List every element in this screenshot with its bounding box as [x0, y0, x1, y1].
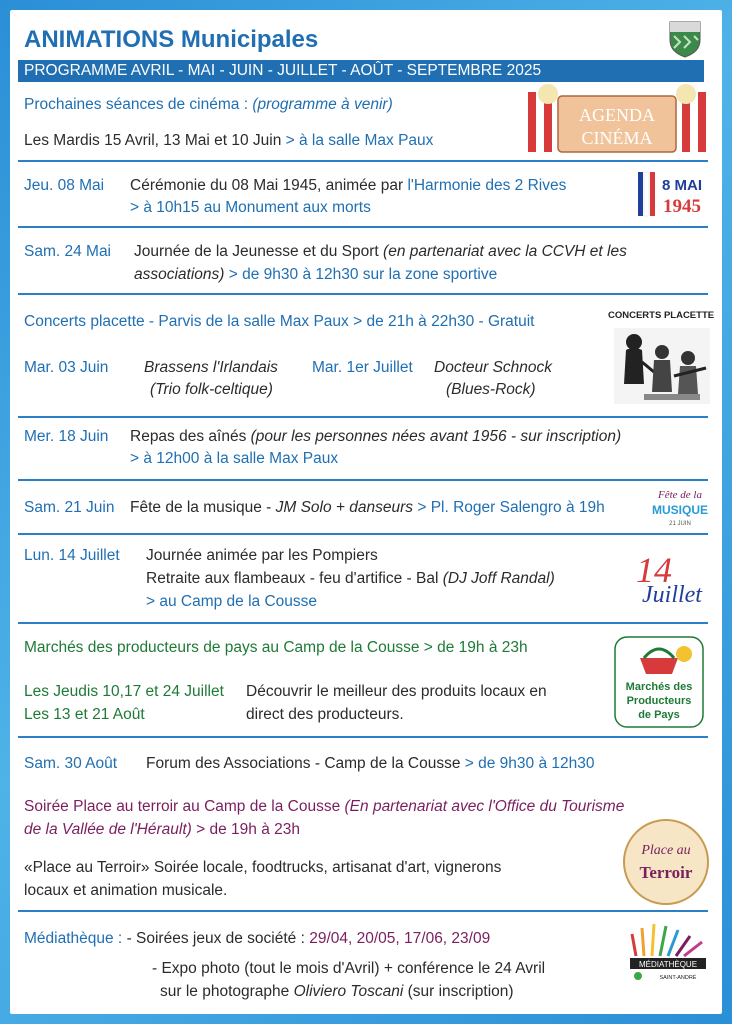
terroir-desc-2: locaux et animation musicale.: [24, 882, 228, 899]
14-juillet-logo-word: Juillet: [642, 582, 702, 608]
terroir-logo-line2: Terroir: [639, 863, 693, 882]
markets-heading: Marchés des producteurs de pays au Camp de la Cousse > de 19h à 23h: [24, 639, 528, 656]
may8-date: Jeu. 08 Mai: [24, 177, 105, 194]
terroir-desc-1: «Place au Terroir» Soirée locale, foodtrucks, artisanat d'art, vignerons: [24, 859, 502, 876]
fete-logo-line3: 21 JUIN: [669, 521, 691, 527]
markets-dates-1: Les Jeudis 10,17 et 24 Juillet: [24, 683, 224, 700]
divider: [18, 293, 708, 295]
divider: [18, 479, 708, 481]
14-juillet-logo: [624, 546, 710, 612]
8-mai-logo-line1: 8 MAI: [661, 177, 703, 194]
marches-logo-line1: Marchés des: [625, 681, 693, 693]
may8-where: > à 10h15 au Monument aux morts: [130, 199, 371, 216]
aug30-text: Forum des Associations - Camp de la Cousse > de 9h30 à 12h30: [146, 755, 595, 772]
town-crest-icon: [668, 20, 702, 58]
markets-dates-2: Les 13 et 21 Août: [24, 706, 145, 723]
concerts-heading: Concerts placette - Parvis de la salle Max Paux > de 21h à 22h30 - Gratuit: [24, 313, 535, 330]
july14-where: > au Camp de la Cousse: [146, 593, 318, 610]
june18-where: > à 12h00 à la salle Max Paux: [130, 450, 339, 467]
cinema-dates: Les Mardis 15 Avril, 13 Mai et 10 Juin > à la salle Max Paux: [24, 132, 434, 149]
divider: [18, 910, 708, 912]
may24-date: Sam. 24 Mai: [24, 243, 112, 260]
8-mai-1945-logo: [638, 170, 710, 218]
agenda-logo-line1: AGENDA: [579, 105, 655, 125]
marches-logo-line3: de Pays: [638, 709, 680, 721]
concert-1-genre: (Trio folk-celtique): [150, 381, 273, 398]
media-line-2: - Expo photo (tout le mois d'Avril) + conférence le 24 Avril: [152, 960, 546, 977]
agenda-logo-line2: CINÉMA: [581, 128, 653, 148]
divider: [18, 622, 708, 624]
concert-1-date: Mar. 03 Juin: [24, 359, 109, 376]
marches-producteurs-logo: [614, 636, 704, 728]
media-logo-line1: MÉDIATHÈQUE: [638, 960, 698, 969]
terroir-note: de la Vallée de l'Hérault) > de 19h à 23h: [24, 821, 301, 838]
concert-1-artist: Brassens l'Irlandais: [144, 359, 278, 376]
divider: [18, 533, 708, 535]
concert-2-date: Mar. 1er Juillet: [312, 359, 413, 376]
markets-desc-2: direct des producteurs.: [246, 706, 404, 723]
media-line-1: Médiathèque : - Soirées jeux de société : 29/04, 20/05, 17/06, 23/09: [24, 930, 491, 947]
divider: [18, 226, 708, 228]
july14-line1: Journée animée par les Pompiers: [146, 547, 378, 564]
june18-text: Repas des aînés (pour les personnes nées avant 1956 - sur inscription): [130, 428, 622, 445]
page-title: ANIMATIONS Municipales: [24, 26, 319, 53]
media-logo-line2: SAINT-ANDRÉ: [659, 975, 697, 981]
concert-2-genre: (Blues-Rock): [446, 381, 536, 398]
concert-band-icon: [614, 328, 710, 404]
14-juillet-logo-num: 14: [636, 550, 672, 590]
june21-date: Sam. 21 Juin: [24, 499, 115, 516]
mediatheque-logo: [626, 920, 710, 982]
fete-logo-line2: MUSIQUE: [651, 503, 709, 517]
media-line-3: sur le photographe Oliviero Toscani (sur inscription): [160, 983, 514, 1000]
fete-logo-line1: Fête de la: [658, 489, 702, 501]
terroir-heading: Soirée Place au terroir au Camp de la Cousse (En partenariat avec l'Office du Tourisme: [24, 798, 625, 815]
8-mai-logo-line2: 1945: [663, 196, 701, 217]
july14-date: Lun. 14 Juillet: [24, 547, 120, 564]
agenda-cinema-logo: [528, 84, 706, 160]
cinema-heading: Prochaines séances de cinéma : (programme à venir): [24, 96, 393, 113]
fete-de-la-musique-logo: [650, 484, 710, 528]
may8-text: Cérémonie du 08 Mai 1945, animée par l'Harmonie des 2 Rives: [130, 177, 567, 194]
marches-logo-line2: Producteurs: [626, 695, 692, 707]
concert-2-artist: Docteur Schnock: [434, 359, 553, 376]
june21-text: Fête de la musique - JM Solo + danseurs > Pl. Roger Salengro à 19h: [130, 499, 605, 516]
programme-banner: PROGRAMME AVRIL - MAI - JUIN - JUILLET - AOÛT - SEPTEMBRE 2025: [18, 60, 704, 82]
concerts-logo-label: CONCERTS PLACETTE: [608, 310, 715, 321]
terroir-logo-line1: Place au: [641, 843, 691, 858]
place-au-terroir-logo: [622, 818, 710, 906]
may24-where: associations) > de 9h30 à 12h30 sur la zone sportive: [134, 266, 498, 283]
aug30-date: Sam. 30 Août: [24, 755, 118, 772]
markets-desc-1: Découvrir le meilleur des produits locaux en: [246, 683, 547, 700]
divider: [18, 416, 708, 418]
june18-date: Mer. 18 Juin: [24, 428, 109, 445]
divider: [18, 736, 708, 738]
may24-text: Journée de la Jeunesse et du Sport (en partenariat avec la CCVH et les: [134, 243, 627, 260]
july14-line2: Retraite aux flambeaux - feu d'artifice - Bal (DJ Joff Randal): [146, 570, 555, 587]
poster: [10, 10, 722, 1014]
divider: [18, 160, 708, 162]
